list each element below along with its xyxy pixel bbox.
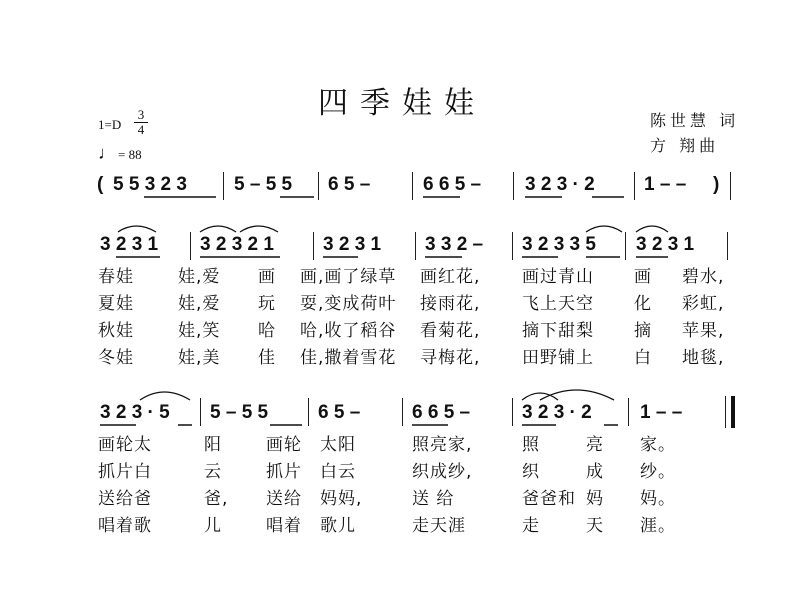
lyric-a-verse-1-segment: 画,画了绿草 <box>300 267 397 287</box>
line2-measure-1: 3 2 3 1 <box>100 234 159 255</box>
lyric-a-verse-1-segment: 娃,爱 <box>178 267 221 287</box>
lyric-b-verse-3-segment: 送给 <box>266 489 302 509</box>
lyric-b-verse-4-segment: 走天涯 <box>412 516 466 536</box>
slur <box>140 392 190 400</box>
lyric-a-verse-1-segment: 春娃 <box>98 267 134 287</box>
lyric-a-verse-2-segment: 娃,爱 <box>178 294 221 314</box>
slur <box>586 226 622 232</box>
line1-measure-5: 3 2 3 · 2 <box>525 174 595 195</box>
lyric-b-verse-3-segment: 妈。 <box>640 489 676 509</box>
lyric-a-verse-2-segment: 彩虹, <box>682 294 725 314</box>
lyric-b-verse-4-segment: 唱着 <box>266 516 302 536</box>
line3-measure-4: 6 6 5 – <box>412 402 471 423</box>
lyric-b-verse-4-segment: 涯。 <box>640 516 676 536</box>
lyric-b-verse-2-segment: 织成纱, <box>412 462 473 482</box>
line3-measure-5: 3 2 3 · 2 <box>522 402 592 423</box>
line1-measure-4: 6 6 5 – <box>423 174 482 195</box>
quarter-note-icon: ♩ <box>98 143 116 163</box>
lyric-b-verse-2-segment: 抓片 <box>266 462 302 482</box>
lyric-a-verse-4-segment: 田野铺上 <box>522 348 594 368</box>
lyric-a-verse-3-segment: 娃,笑 <box>178 321 221 341</box>
slur <box>636 226 668 232</box>
lyric-a-verse-4-segment: 地毯, <box>682 348 725 368</box>
lyric-b-verse-3-segment: 妈 <box>586 489 604 509</box>
lyric-b-verse-1-segment: 太阳 <box>320 435 356 455</box>
lyric-a-verse-4-segment: 寻梅花, <box>420 348 481 368</box>
intro-close-paren: ) <box>713 174 720 195</box>
lyric-a-verse-3-segment: 哈,收了稻谷 <box>300 321 397 341</box>
lyric-a-verse-2-segment: 化 <box>634 294 652 314</box>
line3-measure-1: 3 2 3 · 5 <box>100 402 170 423</box>
lyric-b-verse-2-segment: 抓片白 <box>98 462 152 482</box>
lyric-b-verse-3-segment: 妈妈, <box>320 489 363 509</box>
lyric-a-verse-4-segment: 佳 <box>258 348 276 368</box>
lyric-a-verse-3-segment: 哈 <box>258 321 276 341</box>
song-title: 四季娃娃 <box>318 86 486 121</box>
line2-measure-5: 3 2 3 3 5 <box>522 234 596 255</box>
lyric-a-verse-2-segment: 接雨花, <box>420 294 481 314</box>
lyric-b-verse-1-segment: 照 <box>522 435 540 455</box>
tempo-value: = 88 <box>118 147 142 162</box>
time-signature-bottom: 4 <box>137 122 145 137</box>
lyric-a-verse-3-segment: 摘下甜梨 <box>522 321 594 341</box>
slur <box>540 390 614 400</box>
lyric-b-verse-1-segment: 照亮家, <box>412 435 473 455</box>
lyric-b-verse-4-segment: 走 <box>522 516 540 536</box>
line3-measure-3: 6 5 – <box>318 402 361 423</box>
lyric-a-verse-1-segment: 碧水, <box>682 267 725 287</box>
lyric-b-verse-3-segment: 爸爸和 <box>522 489 576 509</box>
lyric-b-verse-4-segment: 天 <box>586 516 604 536</box>
composer-credit: 方 翔曲 <box>650 136 720 155</box>
lyric-b-verse-4-segment: 歌儿 <box>320 516 356 536</box>
slur <box>118 226 156 232</box>
lyric-b-verse-2-segment: 织 <box>522 462 540 482</box>
lyric-b-verse-2-segment: 白云 <box>320 462 356 482</box>
lyric-a-verse-4-segment: 白 <box>634 348 652 368</box>
line3-measure-2: 5 – 5 5 <box>210 402 269 423</box>
lyric-b-verse-1-segment: 亮 <box>586 435 604 455</box>
line2-measure-6: 3 2 3 1 <box>636 234 695 255</box>
lyric-a-verse-3-segment: 秋娃 <box>98 321 134 341</box>
lyric-b-verse-1-segment: 阳 <box>204 435 222 455</box>
lyric-a-verse-3-segment: 苹果, <box>682 321 725 341</box>
key-signature: 1=D <box>98 117 122 132</box>
lyric-a-verse-2-segment: 夏娃 <box>98 294 134 314</box>
lyric-a-verse-1-segment: 画过青山 <box>522 267 594 287</box>
lyric-a-verse-2-segment: 玩 <box>258 294 276 314</box>
lyric-a-verse-3-segment: 看菊花, <box>420 321 481 341</box>
slur <box>240 226 278 232</box>
lyric-a-verse-4-segment: 冬娃 <box>98 348 134 368</box>
lyricist-credit: 陈世慧 词 <box>650 111 740 130</box>
lyric-b-verse-1-segment: 画轮 <box>266 435 302 455</box>
lyric-b-verse-2-segment: 云 <box>204 462 222 482</box>
lyric-b-verse-2-segment: 纱。 <box>640 462 676 482</box>
line1-measure-3: 6 5 – <box>328 174 371 195</box>
lyric-b-verse-1-segment: 画轮太 <box>98 435 152 455</box>
lyric-a-verse-2-segment: 飞上天空 <box>522 294 594 314</box>
line3-measure-6: 1 – – <box>640 402 683 423</box>
line2-measure-4: 3 3 2 – <box>425 234 484 255</box>
intro-open-paren: ( <box>97 174 104 195</box>
lyric-b-verse-3-segment: 爸, <box>204 489 229 509</box>
line1-measure-1: 5 5 3 2 3 <box>113 174 187 195</box>
line1-measure-6: 1 – – <box>644 174 687 195</box>
line2-measure-2: 3 2 3 2 1 <box>200 234 274 255</box>
line1-measure-2: 5 – 5 5 <box>234 174 293 195</box>
lyric-a-verse-4-segment: 娃,美 <box>178 348 221 368</box>
lyric-b-verse-1-segment: 家。 <box>640 435 676 455</box>
lyric-b-verse-3-segment: 送给爸 <box>98 489 152 509</box>
lyric-b-verse-4-segment: 儿 <box>204 516 222 536</box>
lyric-b-verse-4-segment: 唱着歌 <box>98 516 152 536</box>
lyric-a-verse-1-segment: 画红花, <box>420 267 481 287</box>
lyric-a-verse-2-segment: 耍,变成荷叶 <box>300 294 397 314</box>
lyric-a-verse-1-segment: 画 <box>634 267 652 287</box>
line2-measure-3: 3 2 3 1 <box>323 234 382 255</box>
lyric-a-verse-1-segment: 画 <box>258 267 276 287</box>
lyric-b-verse-2-segment: 成 <box>586 462 604 482</box>
lyric-b-verse-3-segment: 送 给 <box>412 489 455 509</box>
lyric-a-verse-3-segment: 摘 <box>634 321 652 341</box>
time-signature-top: 3 <box>137 107 145 122</box>
lyric-a-verse-4-segment: 佳,撒着雪花 <box>300 348 397 368</box>
slur <box>200 226 236 232</box>
